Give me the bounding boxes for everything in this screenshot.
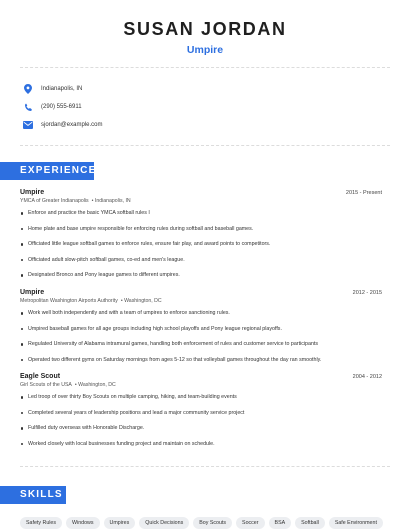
job-entry-title: Eagle Scout bbox=[20, 373, 61, 380]
job-entry-bullets bbox=[20, 310, 382, 364]
skill-chip: Quick Decisions bbox=[139, 517, 189, 529]
job-entry bbox=[20, 189, 382, 279]
job-entry-dates: 2015 - Present bbox=[345, 190, 382, 196]
bullet-item: Worked closely with local businesses funding project and maintain on schedule. bbox=[20, 441, 382, 448]
job-entry-org bbox=[20, 298, 382, 304]
bullet-item: Regulated University of Alabama intramural games, handling both enforcement of rules and customer service to participants bbox=[20, 341, 382, 348]
job-entry-dates: 2004 - 2012 bbox=[352, 374, 382, 380]
bullet-item: Completed several years of leadership positions and lead a major community service project bbox=[20, 410, 382, 417]
contact-divider bbox=[20, 145, 390, 146]
job-entry-title: Umpire bbox=[20, 189, 45, 196]
job-entry-org bbox=[20, 198, 382, 204]
job-entry-company: YMCA of Greater Indianapolis bbox=[20, 198, 89, 204]
contact-email bbox=[22, 118, 102, 132]
contact-location bbox=[22, 82, 82, 96]
skill-chip: BSA bbox=[269, 517, 292, 529]
bullet-item: Enforce and practice the basic YMCA softball rules I bbox=[20, 210, 382, 217]
skills-list bbox=[20, 517, 383, 529]
email-icon bbox=[22, 119, 34, 131]
experience-divider bbox=[20, 466, 390, 467]
job-entry-dates: 2012 - 2015 bbox=[352, 290, 382, 296]
contact-location-text: Indianapolis, IN bbox=[41, 86, 83, 92]
bullet-item: Officiated adult slow-pitch softball games, co-ed and men's league. bbox=[20, 257, 382, 264]
skill-chip: Safety Rules bbox=[20, 517, 62, 529]
location-pin-icon bbox=[22, 83, 34, 95]
job-entry-bullets bbox=[20, 394, 382, 448]
experience-heading: EXPERIENCE bbox=[0, 162, 94, 180]
job-entry-location: • Washington, DC bbox=[74, 382, 116, 388]
job-entry-title: Umpire bbox=[20, 289, 45, 296]
job-entry-company: Girl Scouts of the USA bbox=[20, 382, 72, 388]
job-entry-location: • Indianapolis, IN bbox=[91, 198, 131, 204]
skill-chip: Windows bbox=[66, 517, 100, 529]
skill-chip: Boy Scouts bbox=[193, 517, 232, 529]
bullet-item: Designated Bronco and Pony league games to different umpires. bbox=[20, 272, 382, 279]
contact-email-text: sjordan@example.com bbox=[41, 122, 103, 128]
skills-heading: SKILLS bbox=[0, 486, 66, 504]
skill-chip: Umpires bbox=[104, 517, 136, 529]
skill-chip: Softball bbox=[295, 517, 325, 529]
bullet-item: Fulfilled duty overseas with Honorable Discharge. bbox=[20, 425, 382, 432]
phone-icon bbox=[22, 101, 34, 113]
header-divider bbox=[20, 67, 390, 68]
job-entry-location: • Washington, DC bbox=[120, 298, 162, 304]
bullet-item: Work well both independently and with a team of umpires to enforce sanctioning rules. bbox=[20, 310, 382, 317]
skill-chip: Soccer bbox=[236, 517, 265, 529]
bullet-item: Led troop of over thirty Boy Scouts on multiple camping, hiking, and team-building events bbox=[20, 394, 382, 401]
bullet-item: Officiated little league softball games to enforce rules, ensure fair play, and award points to competitors. bbox=[20, 241, 382, 248]
job-entry-company: Metropolitan Washington Airports Authority bbox=[20, 298, 118, 304]
candidate-name: SUSAN JORDAN bbox=[123, 19, 287, 39]
job-entry-org bbox=[20, 382, 382, 388]
job-title: Umpire bbox=[186, 44, 224, 56]
bullet-item: Operated two different gyms on Saturday mornings from ages 5-12 so that volleyball games throughout the day ran smoothly. bbox=[20, 357, 382, 364]
skill-chip: Safe Environment bbox=[329, 517, 383, 529]
bullet-item: Home plate and base umpire responsible for enforcing rules during softball and baseball games. bbox=[20, 226, 382, 233]
job-entry bbox=[20, 289, 382, 364]
bullet-item: Umpired baseball games for all age groups including high school playoffs and Pony league regional playoffs. bbox=[20, 326, 382, 333]
contact-phone bbox=[22, 100, 82, 114]
contact-phone-text: (290) 555-6911 bbox=[41, 104, 82, 110]
resume-header bbox=[0, 18, 410, 57]
job-entry-bullets bbox=[20, 210, 382, 279]
job-entry bbox=[20, 373, 382, 448]
